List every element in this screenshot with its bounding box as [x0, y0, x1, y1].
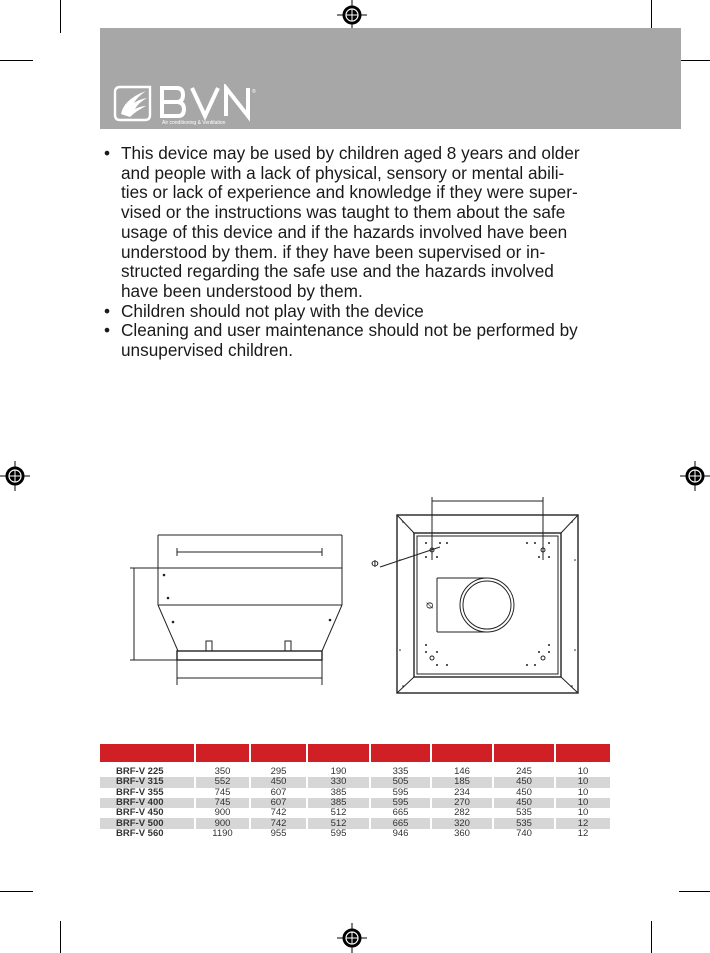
column-header [370, 744, 431, 762]
diameter-label: Φ [371, 559, 379, 570]
table-header-row [100, 744, 610, 762]
duct-diameter-label: Ø [426, 601, 436, 609]
column-header [493, 744, 555, 762]
list-item: • Cleaning and user maintenance should not be performed by unsupervised children. [104, 320, 578, 361]
column-header [100, 744, 195, 762]
table-row: BRF-V 225 350 295 190 335 146 245 10 [100, 767, 610, 777]
column-header [431, 744, 493, 762]
specs-table [100, 744, 610, 839]
table-row: BRF-V 450 900 742 512 665 282 535 10 [100, 808, 610, 818]
column-header [307, 744, 370, 762]
registered-mark: ® [252, 89, 256, 95]
table-row: BRF-V 315 552 450 330 505 185 450 10 [100, 777, 610, 787]
column-header [250, 744, 307, 762]
column-header [555, 744, 610, 762]
table-row: BRF-V 400 745 607 385 595 270 450 10 [100, 798, 610, 808]
table-row: BRF-V 355 745 607 385 595 234 450 10 [100, 788, 610, 798]
brand-tagline: Air conditioning & Ventilation [162, 120, 226, 126]
table-row: BRF-V 500 900 742 512 665 320 535 12 [100, 818, 610, 828]
list-item: • Children should not play with the device [104, 300, 424, 321]
list-item: • This device may be used by children aged 8 years and older and people with a lack of physical, sensory or mental abili- ties or lack of experience and knowledge if they were super- vised or the instructions was taught to them about the safe usage of this device and if the hazards involved have been understood by them. if they have been supervised or in- structed regarding the safe use and the hazards involved have been understood by them. [104, 143, 580, 301]
side-view-drawing [130, 535, 342, 685]
column-header [195, 744, 250, 762]
top-view-drawing [371, 497, 578, 693]
table-row: BRF-V 560 1190 955 595 946 360 740 12 [100, 829, 610, 839]
